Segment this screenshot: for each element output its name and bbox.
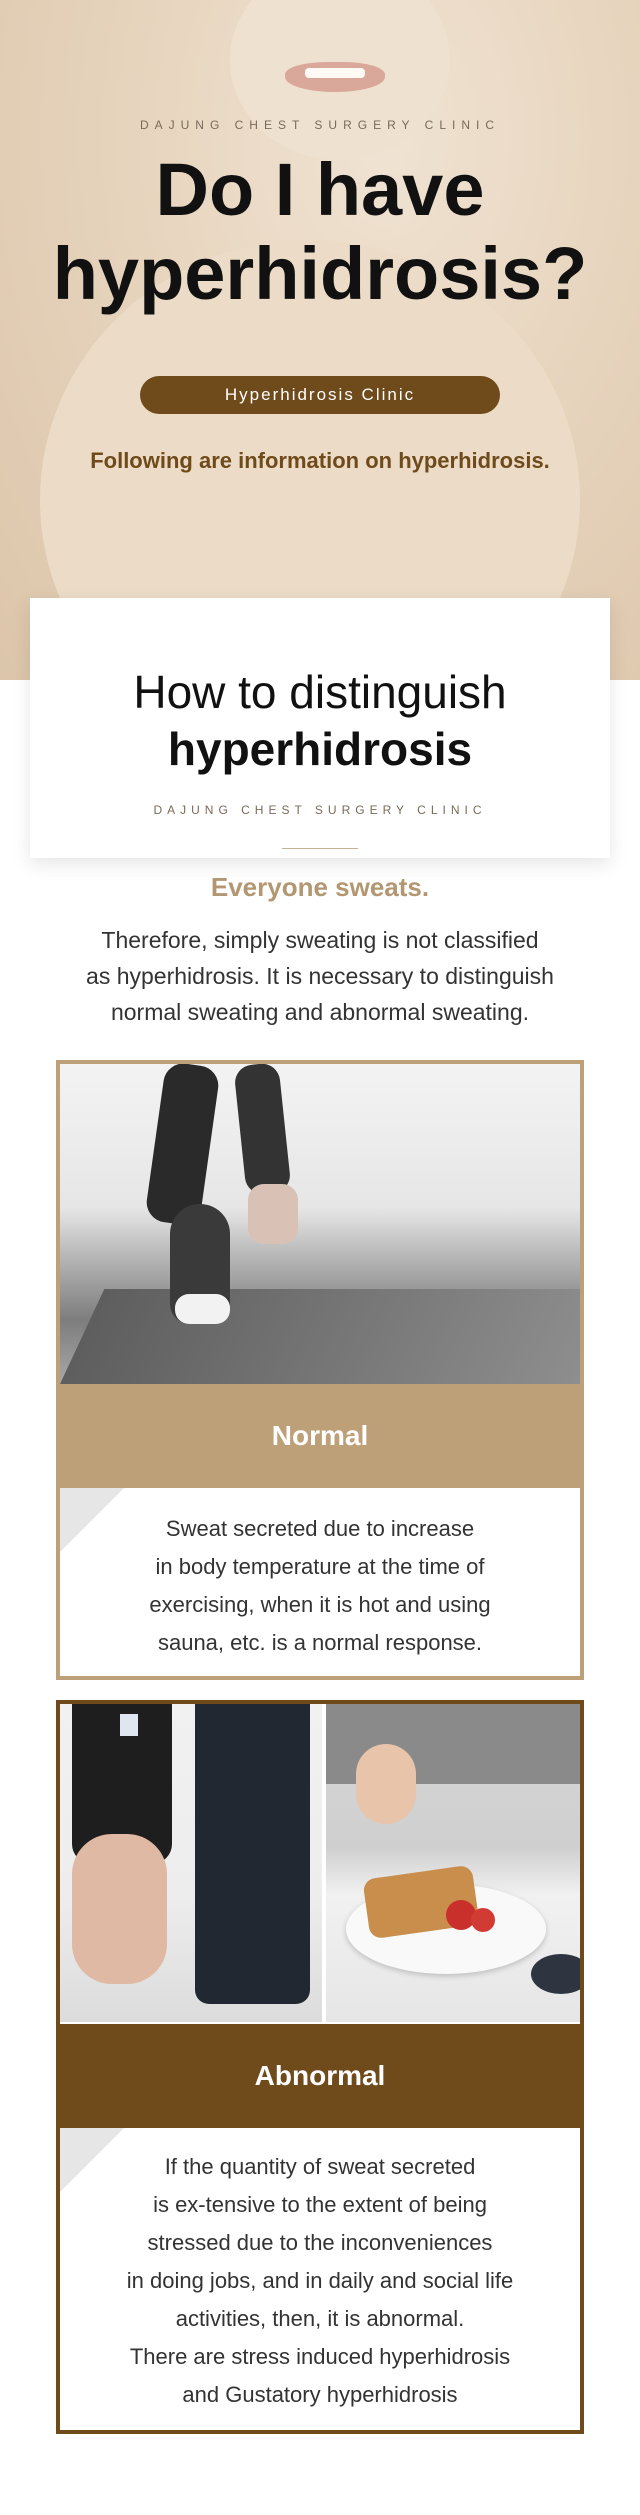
- desc-line: If the quantity of sweat secreted: [164, 2154, 476, 2179]
- normal-label: Normal: [60, 1384, 580, 1488]
- hand-shape: [356, 1744, 416, 1824]
- abnormal-label: Abnormal: [60, 2024, 580, 2128]
- hero-title-line2: hyperhidrosis?: [52, 232, 588, 315]
- desc-line: sauna, etc. is a normal response.: [157, 1630, 483, 1655]
- desc-line: is ex-tensive to the extent of being: [153, 2192, 487, 2217]
- person-legs: [72, 1834, 167, 1984]
- treadmill-photo: [60, 1064, 580, 1384]
- hero-title: [0, 148, 640, 316]
- hero-note: Following are information on hyperhidrosis.: [90, 448, 550, 473]
- runner-leg: [233, 1064, 291, 1196]
- desc-line: in doing jobs, and in daily and social life: [126, 2268, 514, 2293]
- intro-line: as hyperhidrosis. It is necessary to distinguish: [86, 963, 554, 989]
- teeth-image: [305, 68, 365, 78]
- treadmill-belt: [60, 1289, 580, 1384]
- section-clinic-name: DAJUNG CHEST SURGERY CLINIC: [153, 803, 487, 817]
- lead-text: Everyone sweats.: [210, 872, 430, 902]
- hero-title-line1: Do I have: [155, 148, 485, 231]
- intro-paragraph: [50, 922, 590, 1030]
- desc-line: exercising, when it is hot and using: [149, 1592, 491, 1617]
- food-photo: [326, 1704, 580, 2022]
- runner-shoe: [248, 1184, 298, 1244]
- section-title-line1: How to distinguish: [133, 666, 507, 718]
- hero-banner: [0, 0, 640, 680]
- desc-line: stressed due to the inconveniences: [147, 2230, 493, 2255]
- desc-line: activities, then, it is abnormal.: [175, 2306, 465, 2331]
- id-badge: [120, 1714, 138, 1736]
- tomato-shape: [471, 1908, 495, 1932]
- hero-clinic-name: DAJUNG CHEST SURGERY CLINIC: [139, 118, 501, 132]
- runner-leg: [144, 1064, 221, 1227]
- normal-description: [60, 1510, 580, 1662]
- desc-line: and Gustatory hyperhidrosis: [182, 2382, 458, 2407]
- shoe-sole: [175, 1294, 230, 1324]
- intro-line: Therefore, simply sweating is not classified: [101, 927, 539, 953]
- desc-line: There are stress induced hyperhidrosis: [129, 2344, 511, 2369]
- desc-line: Sweat secreted due to increase: [165, 1516, 475, 1541]
- person-suit: [195, 1704, 310, 2004]
- intro-line: normal sweating and abnormal sweating.: [110, 999, 530, 1025]
- clinic-pill-badge: Hyperhidrosis Clinic: [140, 376, 500, 414]
- section-divider: [282, 848, 358, 849]
- interview-photo: [60, 1704, 322, 2022]
- abnormal-description: [60, 2148, 580, 2414]
- section-title-line2: hyperhidrosis: [167, 723, 473, 775]
- bowl-shape: [531, 1954, 580, 1994]
- desc-line: in body temperature at the time of: [155, 1554, 485, 1579]
